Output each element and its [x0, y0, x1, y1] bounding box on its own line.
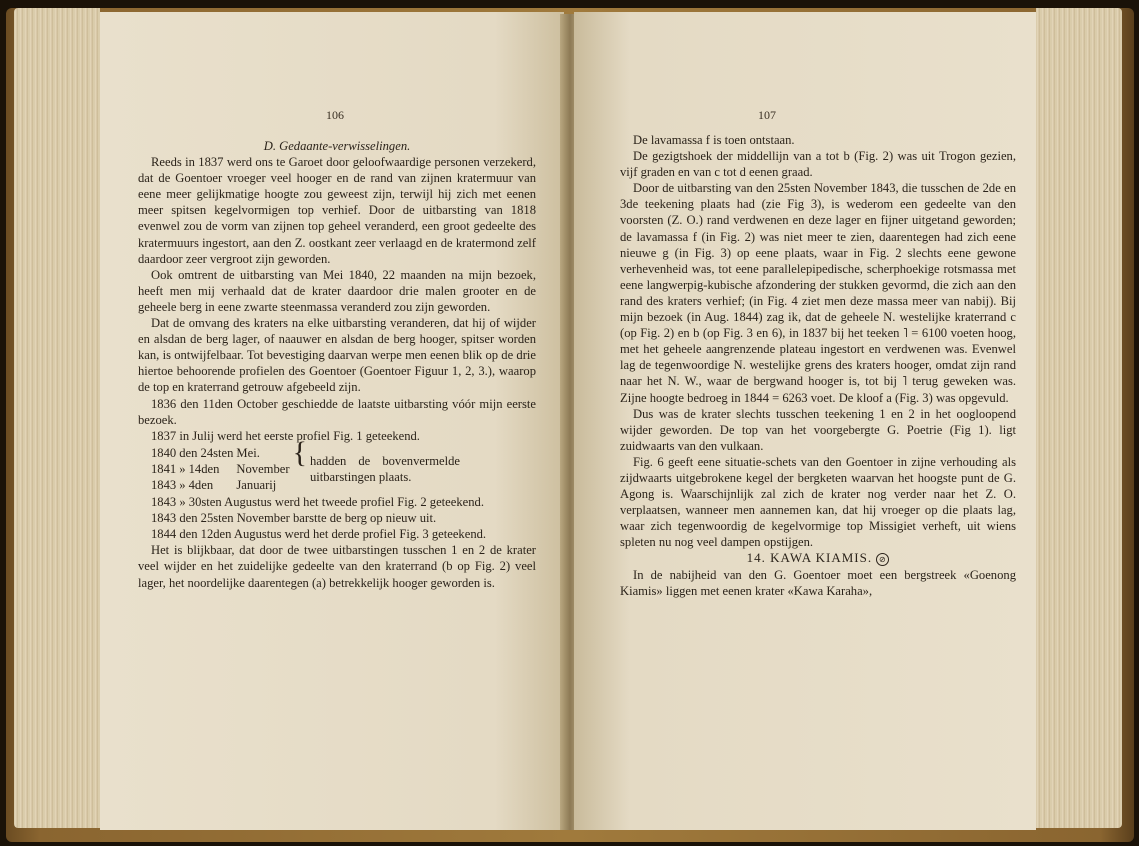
- volcano-symbol-icon: ⊘: [876, 553, 889, 566]
- right-page-body: [620, 132, 1016, 599]
- paragraph: De gezigtshoek der middellijn van a tot b (Fig. 2) was uit Trogon gezien, vijf graden en van c tot d eenen graad.: [620, 149, 1016, 180]
- section-heading-text: 14. KAWA KIAMIS.: [746, 550, 873, 566]
- dates-note: hadden de bovenvermelde uitbarstingen plaats.: [309, 453, 460, 484]
- paragraph: Dus was de krater slechts tusschen teekening 1 en 2 in het oogloopend wijder geworden. De top van het voorgebergte G. Poetrie (Fig 1). ligt zuidwaarts van den vulkaan.: [620, 406, 1016, 453]
- date-year: 1841: [151, 461, 177, 476]
- paragraph: 1836 den 11den October geschiedde de laatste uitbarsting vóór mijn eerste bezoek.: [138, 396, 536, 427]
- section-heading-14: [620, 550, 1016, 566]
- date-day: » 14den: [179, 461, 220, 476]
- left-page: [100, 12, 564, 830]
- paragraph: De lavamassa f is toen ontstaan.: [633, 133, 795, 147]
- page-number-right: 107: [758, 108, 776, 122]
- page-edges-right: [1036, 8, 1122, 828]
- paragraph: Door de uitbarsting van den 25sten November 1843, die tusschen de 2de en 3de teekening plaats had (zie Fig 3), is wederom een gedeelte van den voorsten (Z. O.) rand verdwenen en deze lager en fijner uitgetand geworden; de lavamassa f (in Fig. 2) was niet meer te zien, daarentegen had zich eene nieuwe g (in Fig. 3) op eene plaats, waar in Fig. 2 slechts eene gewone verhevenheid was, tot eene parallelepipedische, scherphoekige rotsmassa met eene langwerpig-kubische afzondering der stukken gevormd, die zich aan den rand des kraters verhief; (in Fig. 4 ziet men deze massa meer van nabij). Bij mijn bezoek (in Aug. 1844) zag ik, dat de geheele N. westelijke kraterrand c (op Fig. 2) en b (op Fig. 3 en 6), in 1837 bij het teeken ˥ = 6100 voeten hoog, met het geheele aangrenzende plateau ingestort en verdwenen was. Evenwel lag de tegenwoordige N. westelijke grens des kraters hooger, omdat zijn rand naar het N. W., waar de bergwand hooger is, tot bij ˥ terug geweken was. Zijne hoogte bedroeg in 1844 = 6263 voet. De kloof a (Fig. 3) was opgevuld.: [620, 181, 1016, 405]
- paragraph: Ook omtrent de uitbarsting van Mei 1840, 22 maanden na mijn bezoek, heeft men mij verhaald dat de krater daardoor drie malen grooter en de geheele berg in eene zwarte steenmassa veranderd zou zijn geworden.: [138, 267, 536, 314]
- date-year: 1843: [151, 477, 177, 492]
- paragraph: Het is blijkbaar, dat door de twee uitbarstingen tusschen 1 en 2 de krater veel wijder en het zuidelijke gedeelte van den kraterrand (b op Fig. 2) veel lager, het noordelijke daarentegen (a) betrekkelijk hooger geworden is.: [138, 543, 536, 590]
- section-heading-d: D. Gedaante-verwisselingen.: [263, 139, 411, 153]
- paragraph: Reeds in 1837 werd ons te Garoet door geloofwaardige personen verzekerd, dat de Goentoer vroeger veel hooger en de rand van zijnen kratermuur van eene meer gelijkmatige hoogte zou geweest zijn, terwijl hij zich met eenen meer spitsen kegelvormigen top verhief. Door de uitbarsting van 1818 evenwel zou de vorm van zijnen top geheel veranderd, een groot gedeelte des kratermuurs ingestort, aan den Z. oostkant zeer verlaagd en de kratermond zelf daardoor zeer vergroot zijn geworden.: [138, 155, 536, 266]
- date-month: November: [236, 461, 290, 476]
- page-edges-left: [14, 8, 100, 828]
- date-day: den 24sten: [179, 445, 234, 460]
- paragraph: 1843 » 30sten Augustus werd het tweede profiel Fig. 2 geteekend.: [151, 495, 484, 510]
- date-month: Januarij: [236, 477, 277, 492]
- paragraph: Dat de omvang des kraters na elke uitbarsting veranderen, dat hij of wijder en alsdan de berg lager, of naauwer en alsdan de berg hooger, spitser worden kan, is ontwijfelbaar. Tot bevestiging daarvan werpe men eenen blik op de drie hiertoe behoorende profielen des Goentoer (Goentoer Figuur 1, 2, 3.), waarop de top en kraterrand getrouw afgebeeld zijn.: [138, 316, 536, 395]
- paragraph: 1844 den 12den Augustus werd het derde profiel Fig. 3 geteekend.: [151, 527, 487, 542]
- date-year: 1840: [151, 445, 177, 460]
- page-number-left: 106: [326, 108, 344, 122]
- paragraph: In de nabijheid van den G. Goentoer moet een bergstreek «Goenong Kiamis» liggen met eenen krater «Kawa Karaha»,: [620, 567, 1016, 598]
- brace-glyph: {: [292, 435, 307, 469]
- paragraph: 1843 den 25sten November barstte de berg op nieuw uit.: [151, 511, 437, 526]
- date-month: Mei.: [236, 445, 260, 460]
- paragraph: Fig. 6 geeft eene situatie-schets van den Goentoer in zijne verhouding als zijdwaarts uitgebrokene kegel der bergketen waarvan het hoogste punt de G. Agong is. Waarschijnlijk zal zich de krater nog verder naar het Z. O. verplaatsen, wanneer men aannemen kan, dat hij vroeger op die plaats lag, waar zich tegenwoordig de kegelvormige top Missigiet verheft, uit wiens spleten nu nog veel dampen opstijgen.: [620, 454, 1016, 550]
- date-day: » 4den: [179, 477, 214, 492]
- left-page-body: [138, 138, 536, 591]
- right-page: [574, 12, 1036, 830]
- paragraph: 1837 in Julij werd het eerste profiel Fig. 1 geteekend.: [151, 428, 420, 443]
